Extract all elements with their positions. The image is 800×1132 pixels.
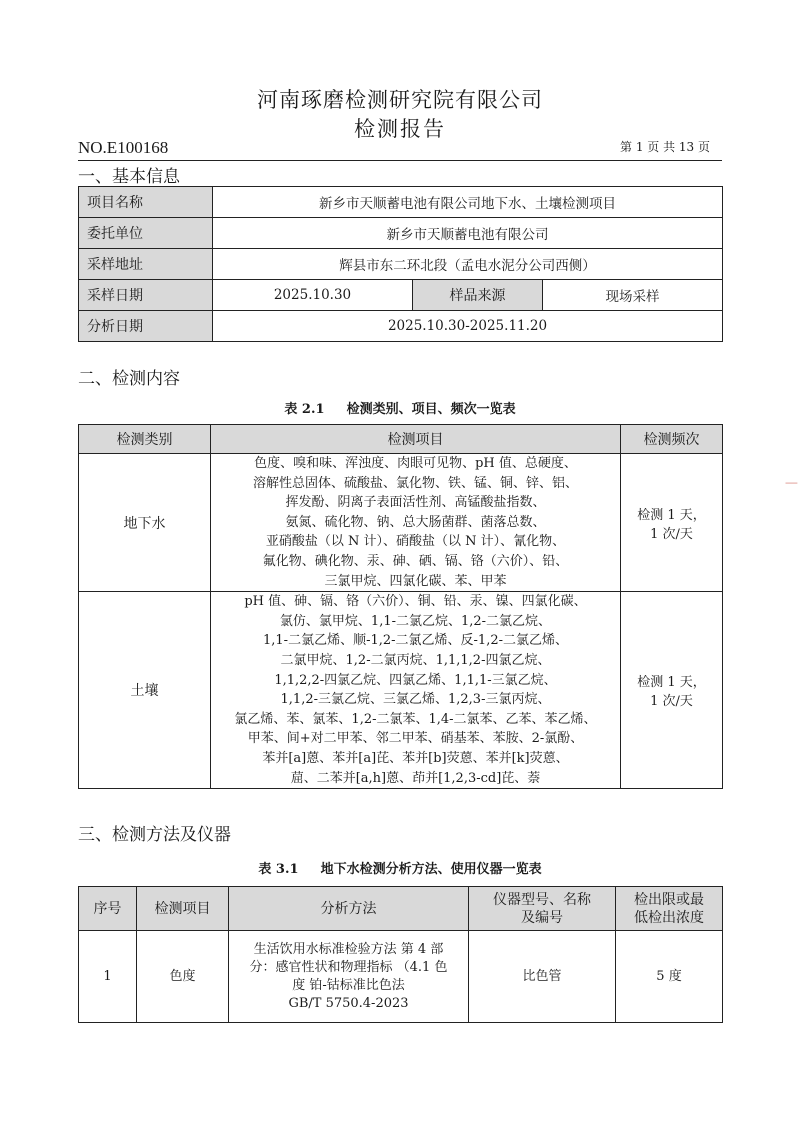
table-row — [79, 218, 723, 249]
table-2-1-caption — [0, 398, 800, 417]
client-label: 委托单位 — [79, 218, 213, 249]
company-name: 河南琢磨检测研究院有限公司 — [257, 88, 543, 112]
sample-source-label: 样品来源 — [413, 280, 543, 311]
list-item: 挥发酚、阴离子表面活性剂、高锰酸盐指数、 — [285, 495, 546, 511]
table-row — [79, 592, 723, 789]
section-test-content-title: 二、检测内容 — [78, 369, 180, 389]
header-seq: 序号 — [79, 887, 137, 931]
frequency-times: 1 次/天 — [650, 526, 693, 542]
report-number: NO.E100168 — [78, 138, 169, 157]
list-item: 二氯甲烷、1,2-二氯丙烷、1,1,1,2-四氯乙烷、 — [280, 652, 551, 668]
table-row — [79, 187, 723, 218]
frequency-days: 检测 1 天， — [637, 507, 706, 523]
method-line: GB/T 5750.4-2023 — [288, 995, 409, 1011]
page-indicator: 第 1 页 共 13 页 — [620, 140, 710, 154]
project-name-label: 项目名称 — [79, 187, 213, 218]
list-item: 1,1,2-三氯乙烷、三氯乙烯、1,2,3-三氯丙烷、 — [280, 692, 551, 708]
header-divider — [78, 160, 722, 161]
sampling-date-label: 采样日期 — [79, 280, 213, 311]
header-category: 检测类别 — [79, 425, 211, 454]
basic-info-table — [78, 186, 723, 342]
method-line: 生活饮用水标准检验方法 第 4 部 — [253, 941, 444, 957]
table-3-1-caption — [0, 858, 800, 877]
groundwater-frequency — [621, 454, 723, 592]
header-method: 分析方法 — [229, 887, 469, 931]
document-title: 检测报告 — [354, 117, 446, 141]
table-header-row — [79, 425, 723, 454]
test-content-table — [78, 424, 723, 789]
groundwater-category: 地下水 — [79, 454, 211, 592]
list-item: 甲苯、间+对二甲苯、邻二甲苯、硝基苯、苯胺、2-氯酚、 — [247, 731, 584, 747]
method-line: 度 铂-钴标准比色法 — [292, 977, 405, 993]
section-methods-title: 三、检测方法及仪器 — [78, 825, 231, 845]
table-row — [79, 931, 723, 1023]
header-instrument-line1: 仪器型号、名称 — [493, 891, 591, 908]
sampling-date-value: 2025.10.30 — [213, 280, 413, 311]
row-method — [229, 931, 469, 1023]
sampling-site-value: 辉县市东二环北段（孟电水泥分公司西侧） — [213, 249, 723, 280]
header-instrument — [469, 887, 616, 931]
table-row — [79, 311, 723, 342]
row-item: 色度 — [137, 931, 229, 1023]
sampling-site-label: 采样地址 — [79, 249, 213, 280]
table-row — [79, 249, 723, 280]
list-item: 氨氮、硫化物、钠、总大肠菌群、菌落总数、 — [285, 514, 546, 530]
soil-items — [211, 592, 621, 789]
table-2-1-number: 表 2.1 — [284, 402, 325, 417]
seal-edge-mark: │ — [785, 480, 796, 487]
header-instrument-line2: 及编号 — [521, 909, 563, 926]
project-name-value: 新乡市天顺蓄电池有限公司地下水、土壤检测项目 — [213, 187, 723, 218]
frequency-days: 检测 1 天， — [637, 675, 706, 691]
list-item: 色度、嗅和味、浑浊度、肉眼可见物、pH 值、总硬度、 — [254, 456, 577, 471]
row-seq: 1 — [79, 931, 137, 1023]
sample-source-value: 现场采样 — [543, 280, 723, 311]
client-value: 新乡市天顺蓄电池有限公司 — [213, 218, 723, 249]
header-limit — [616, 887, 723, 931]
list-item: pH 值、砷、镉、铬（六价）、铜、铅、汞、镍、四氯化碳、 — [244, 594, 587, 610]
table-2-1-title: 检测类别、项目、频次一览表 — [346, 402, 516, 417]
groundwater-items — [211, 454, 621, 592]
list-item: 溶解性总固体、硫酸盐、氯化物、铁、锰、铜、锌、铝、 — [252, 475, 578, 491]
row-limit: 5 度 — [616, 931, 723, 1023]
list-item: 䓛、二苯并[a,h]蒽、茚并[1,2,3-cd]芘、萘 — [290, 770, 541, 786]
frequency-times: 1 次/天 — [650, 694, 693, 710]
soil-category: 土壤 — [79, 592, 211, 789]
soil-frequency — [621, 592, 723, 789]
row-instrument: 比色管 — [469, 931, 616, 1023]
list-item: 三氯甲烷、四氯化碳、苯、甲苯 — [324, 573, 507, 589]
section-basic-info-title: 一、基本信息 — [78, 167, 180, 187]
table-row — [79, 280, 723, 311]
list-item: 苯并[a]蒽、苯并[a]芘、苯并[b]荧蒽、苯并[k]荧蒽、 — [262, 750, 569, 766]
table-row — [79, 454, 723, 592]
table-header-row — [79, 887, 723, 931]
header-limit-line2: 低检出浓度 — [634, 909, 704, 926]
list-item: 1,1,2,2-四氯乙烷、四氯乙烯、1,1,1-三氯乙烷、 — [274, 672, 557, 688]
analysis-date-label: 分析日期 — [79, 311, 213, 342]
methods-table — [78, 886, 723, 1023]
header-limit-line1: 检出限或最 — [634, 891, 704, 908]
list-item: 氯乙烯、苯、氯苯、1,2-二氯苯、1,4-二氯苯、乙苯、苯乙烯、 — [234, 711, 597, 727]
header-frequency: 检测频次 — [621, 425, 723, 454]
table-3-1-title: 地下水检测分析方法、使用仪器一览表 — [320, 862, 542, 877]
list-item: 氯仿、氯甲烷、1,1-二氯乙烷、1,2-二氯乙烷、 — [279, 613, 552, 629]
list-item: 1,1-二氯乙烯、顺-1,2-二氯乙烯、反-1,2-二氯乙烯、 — [263, 633, 568, 649]
list-item: 亚硝酸盐（以 N 计）、硝酸盐（以 N 计）、氰化物、 — [265, 534, 566, 550]
header-item: 检测项目 — [137, 887, 229, 931]
analysis-date-value: 2025.10.30-2025.11.20 — [213, 311, 723, 342]
header-items: 检测项目 — [211, 425, 621, 454]
method-line: 分：感官性状和物理指标 （4.1 色 — [249, 959, 448, 975]
table-3-1-number: 表 3.1 — [258, 862, 299, 877]
list-item: 氟化物、碘化物、汞、砷、硒、镉、铬（六价）、铅、 — [262, 553, 569, 569]
